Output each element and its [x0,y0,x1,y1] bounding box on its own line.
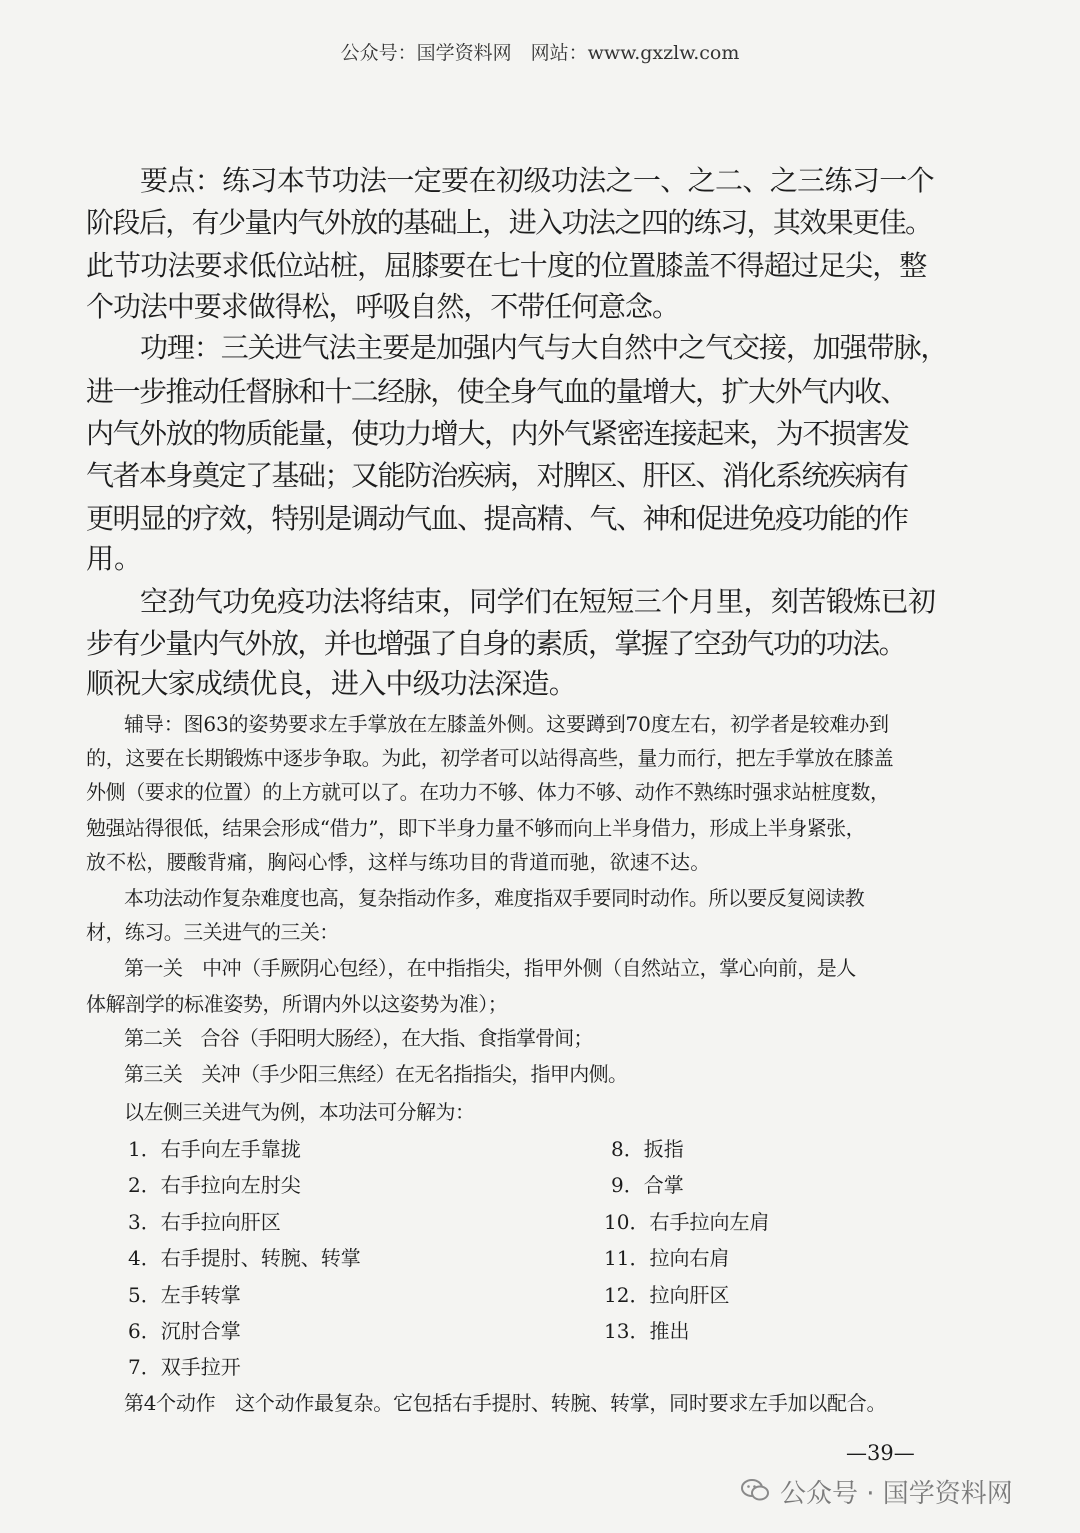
fudao-line: 勉强站得很低，结果会形成“借力”，即下半身力量不够而向上半身借力，形成上半身紧张， [86,816,866,840]
fudao-line: 辅导：图63的姿势要求左手掌放在左膝盖外侧。这要蹲到70度左右，初学者是较难办到 [124,712,889,736]
step-item: 7．双手拉开 [128,1355,241,1379]
gongli-line: 用。 [86,542,143,575]
yaodian-line: 个功法中要求做得松，呼吸自然，不带任何意念。 [86,290,679,323]
page-header: 公众号：国学资料网 网站：www.gxzlw.com [340,42,740,64]
intro-line: 本功法动作复杂难度也高，复杂指动作多，难度指双手要同时动作。所以要反复阅读教 [124,886,865,910]
guan-line: 第三关 关冲（手少阳三焦经）在无名指指尖，指甲内侧。 [124,1062,628,1086]
step-item: 13．推出 [604,1319,690,1343]
intro-line: 材，练习。三关进气的三关： [86,920,339,944]
closing-line: 顺祝大家成绩优良，进入中级功法深造。 [86,667,576,700]
yaodian-line: 要点：练习本节功法一定要在初级功法之一、之二、之三练习一个 [140,164,935,197]
guan-line: 体解剖学的标准姿势，所谓内外以这姿势为准）； [86,992,508,1016]
step-item: 2．右手拉向左肘尖 [128,1173,301,1197]
closing-line: 空劲气功免疫功法将结束，同学们在短短三个月里，刻苦锻炼已初 [140,585,936,618]
wechat-icon [740,1475,770,1505]
page-number: —39— [846,1441,915,1465]
fudao-line: 的，这要在长期锻炼中逐步争取。为此，初学者可以站得高些，量力而行，把左手掌放在膝盖 [86,746,894,770]
step-item: 4．右手提肘、转腕、转掌 [128,1246,361,1270]
yaodian-line: 阶段后，有少量内气外放的基础上，进入功法之四的练习，其效果更佳。 [86,206,932,239]
fudao-line: 放不松，腰酸背痛，胸闷心悸，这样与练功目的背道而驰，欲速不达。 [86,850,711,874]
guan-line: 第二关 合谷（手阳明大肠经），在大指、食指掌骨间； [124,1026,593,1050]
step-item: 12．拉向肝区 [604,1283,730,1307]
step-item: 1．右手向左手靠拢 [128,1137,301,1161]
watermark-text: 公众号 · 国学资料网 [780,1479,1013,1509]
step-item: 10．右手拉向左肩 [604,1210,770,1234]
action-4-line: 第4个动作 这个动作最复杂。它包括右手提肘、转腕、转掌，同时要求左手加以配合。 [124,1391,887,1415]
step-item: 11．拉向右肩 [604,1246,730,1270]
gongli-line: 气者本身奠定了基础；又能防治疾病，对脾区、肝区、消化系统疾病有 [86,459,908,492]
yaodian-line: 此节功法要求低位站桩，屈膝要在七十度的位置膝盖不得超过足尖，整 [86,249,927,282]
gongli-line: 进一步推动任督脉和十二经脉，使全身气血的量增大，扩大外气内收、 [86,375,907,408]
fudao-line: 外侧（要求的位置）的上方就可以了。在功力不够、体力不够、动作不熟练时强求站桩度数， [86,780,890,804]
step-item: 9．合掌 [611,1173,684,1197]
guan-line: 第一关 中冲（手厥阴心包经），在中指指尖，指甲外侧（自然站立，掌心向前，是人 [124,956,856,980]
step-item: 6．沉肘合掌 [128,1319,241,1343]
gongli-line: 内气外放的物质能量，使功力增大，内外气紧密连接起来，为不损害发 [86,417,909,450]
step-item: 8．扳指 [611,1137,684,1161]
gongli-line: 更明显的疗效，特别是调动气血、提高精、气、神和促进免疫功能的作 [86,502,908,535]
step-item: 3．右手拉向肝区 [128,1210,281,1234]
list-intro: 以左侧三关进气为例，本功法可分解为： [124,1100,475,1124]
closing-line: 步有少量内气外放，并也增强了自身的素质，掌握了空劲气功的功法。 [86,627,906,660]
gongli-line: 功理：三关进气法主要是加强内气与大自然中之气交接，加强带脉， [140,331,948,364]
step-item: 5．左手转掌 [128,1283,241,1307]
